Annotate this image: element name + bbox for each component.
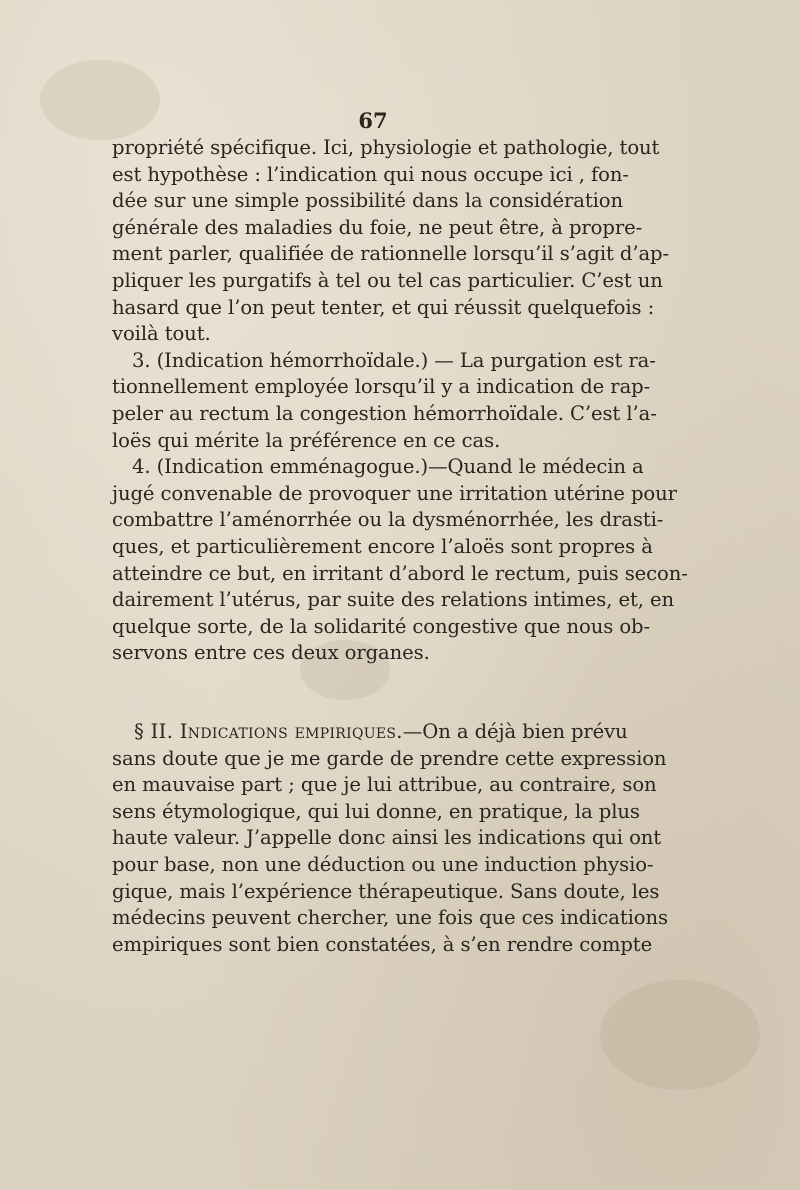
paper-stain — [600, 980, 760, 1090]
text-line: hasard que l’on peut tenter, et qui réussit quelquefois : — [112, 295, 655, 319]
text-block-upper — [112, 135, 688, 667]
text-line: dée sur une simple possibilité dans la considération — [112, 189, 623, 213]
text-line: ques, et particulièrement encore l’aloës sont propres à — [112, 534, 653, 558]
paragraph — [112, 348, 657, 454]
text-line: loës qui mérite la préférence en ce cas. — [112, 428, 501, 452]
text-line: en mauvaise part ; que je lui attribue, au contraire, son — [112, 773, 657, 797]
text-line: combattre l’aménorrhée ou la dysménorrhée, les drasti- — [112, 508, 664, 532]
text-line: dairement l’utérus, par suite des relations intimes, et, en — [112, 588, 675, 612]
text-line: ment parler, qualifiée de rationnelle lorsqu’il s’agit d’ap- — [112, 242, 670, 266]
text-fragment: —On a déjà bien prévu — [402, 720, 628, 743]
text-line: voilà tout. — [112, 322, 211, 346]
text-line: gique, mais l’expérience thérapeutique. Sans doute, les — [112, 879, 660, 903]
text-line: empiriques sont bien constatées, à s’en rendre compte — [112, 932, 653, 956]
text-line: sans doute que je me garde de prendre cette expression — [112, 746, 667, 770]
text-line: tionnellement employée lorsqu’il y a indication de rap- — [112, 375, 651, 399]
text-line: est hypothèse : l’indication qui nous occupe ici , fon- — [112, 162, 629, 186]
text-line: propriété spécifique. Ici, physiologie et pathologie, tout — [112, 136, 660, 159]
section-heading: § II. Indications empiriques. — [134, 720, 403, 743]
paragraph — [112, 135, 670, 348]
text-line: quelque sorte, de la solidarité congestive que nous ob- — [112, 614, 651, 638]
text-line: générale des maladies du foie, ne peut être, à propre- — [112, 215, 643, 239]
paragraph — [112, 454, 688, 667]
text-line: atteindre ce but, en irritant d’abord le rectum, puis secon- — [112, 561, 688, 585]
text-line: pour base, non une déduction ou une induction physio- — [112, 852, 654, 876]
text-line: haute valeur. J’appelle donc ainsi les indications qui ont — [112, 826, 662, 850]
paragraph — [112, 719, 668, 958]
text-line: servons entre ces deux organes. — [112, 641, 430, 665]
text-line — [112, 719, 628, 746]
text-line: jugé convenable de provoquer une irritation utérine pour — [112, 481, 677, 505]
page-number: 67 — [358, 108, 388, 133]
text-line: 3. (Indication hémorrhoïdale.) — La purgation est ra- — [132, 348, 656, 372]
text-line: 4. (Indication emménagogue.)—Quand le médecin a — [132, 455, 644, 479]
text-line: pliquer les purgatifs à tel ou tel cas particulier. C’est un — [112, 268, 663, 292]
text-block-lower — [112, 719, 668, 958]
text-line: sens étymologique, qui lui donne, en pratique, la plus — [112, 799, 640, 823]
text-line: peler au rectum la congestion hémorrhoïdale. C’est l’a- — [112, 401, 657, 425]
text-line: médecins peuvent chercher, une fois que ces indications — [112, 906, 668, 930]
